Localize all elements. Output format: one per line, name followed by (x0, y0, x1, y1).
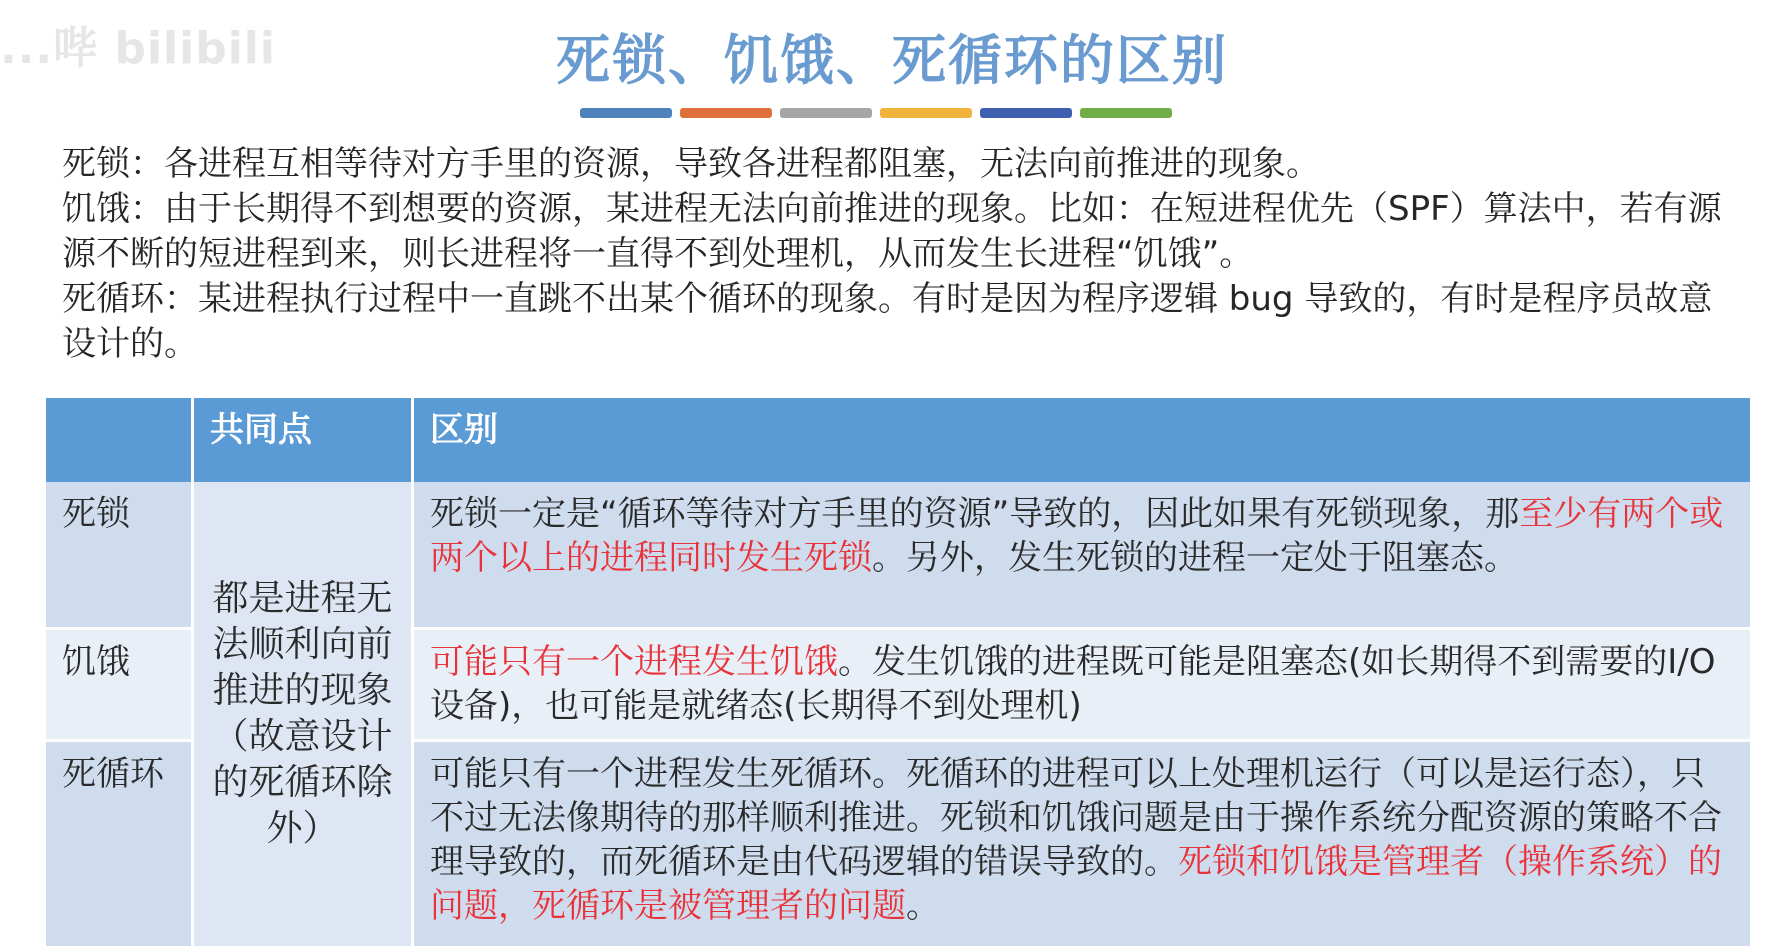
color-segment-4 (880, 108, 972, 118)
comparison-table (46, 398, 1750, 946)
diff-deadlock-highlight: 至少有两个或两个以上的进程同时发生死锁 (430, 494, 1724, 578)
color-segment-3 (780, 108, 872, 118)
row-label-starvation: 饥饿 (46, 630, 194, 742)
diff-loop-highlight: 死锁和饥饿是管理者（操作系统）的问题，死循环是被管理者的问题 (430, 842, 1722, 926)
diff-cell-infinite-loop (414, 742, 1750, 946)
diff-deadlock-text-2: 。另外，发生死锁的进程一定处于阻塞态。 (872, 538, 1518, 578)
header-difference: 区别 (414, 398, 1750, 482)
color-segment-6 (1080, 108, 1172, 118)
definition-infinite-loop: 死循环：某进程执行过程中一直跳不出某个循环的现象。有时是因为程序逻辑 bug 导致的，有时是程序员故意设计的。 (62, 279, 1713, 364)
color-segment-2 (680, 108, 772, 118)
common-point-cell (194, 482, 414, 946)
color-segment-1 (580, 108, 672, 118)
diff-starvation-highlight: 可能只有一个进程发生饥饿 (430, 642, 838, 682)
diff-starvation-text-2: 。发生饥饿的进程既可能是阻塞态(如长期得不到需要的I/O设备)，也可能是就绪态(长期得不到处理机) (430, 642, 1716, 726)
definition-deadlock: 死锁：各进程互相等待对方手里的资源，导致各进程都阻塞，无法向前推进的现象。 (62, 144, 1320, 184)
title-color-bar (580, 108, 1172, 118)
diff-deadlock-text-1: 死锁一定是“循环等待对方手里的资源”导致的，因此如果有死锁现象，那 (430, 494, 1520, 534)
color-segment-5 (980, 108, 1072, 118)
diff-cell-deadlock (414, 482, 1750, 630)
bilibili-watermark: ...哔 bilibili (0, 23, 276, 74)
common-point-text: 都是进程无法顺利向前推进的现象（故意设计的死循环除外） (212, 578, 393, 849)
definition-starvation: 饥饿：由于长期得不到想要的资源，某进程无法向前推进的现象。比如：在短进程优先（SPF）算法中，若有源源不断的短进程到来，则长进程将一直得不到处理机，从而发生长进程“饥饿”。 (62, 189, 1722, 274)
diff-loop-text-2: 。 (906, 886, 940, 926)
header-common: 共同点 (194, 398, 414, 482)
diff-cell-starvation (414, 630, 1750, 742)
slide-title: 死锁、饥饿、死循环的区别 (556, 29, 1228, 92)
definitions-block (62, 142, 1722, 367)
diff-loop-text-1: 可能只有一个进程发生死循环。死循环的进程可以上处理机运行（可以是运行态），只不过无法像期待的那样顺利推进。死锁和饥饿问题是由于操作系统分配资源的策略不合理导致的，而死循环是由代码逻辑的错误导致的。 (430, 754, 1722, 882)
row-label-infinite-loop: 死循环 (46, 742, 194, 946)
row-label-deadlock: 死锁 (46, 482, 194, 630)
header-blank (46, 398, 194, 482)
